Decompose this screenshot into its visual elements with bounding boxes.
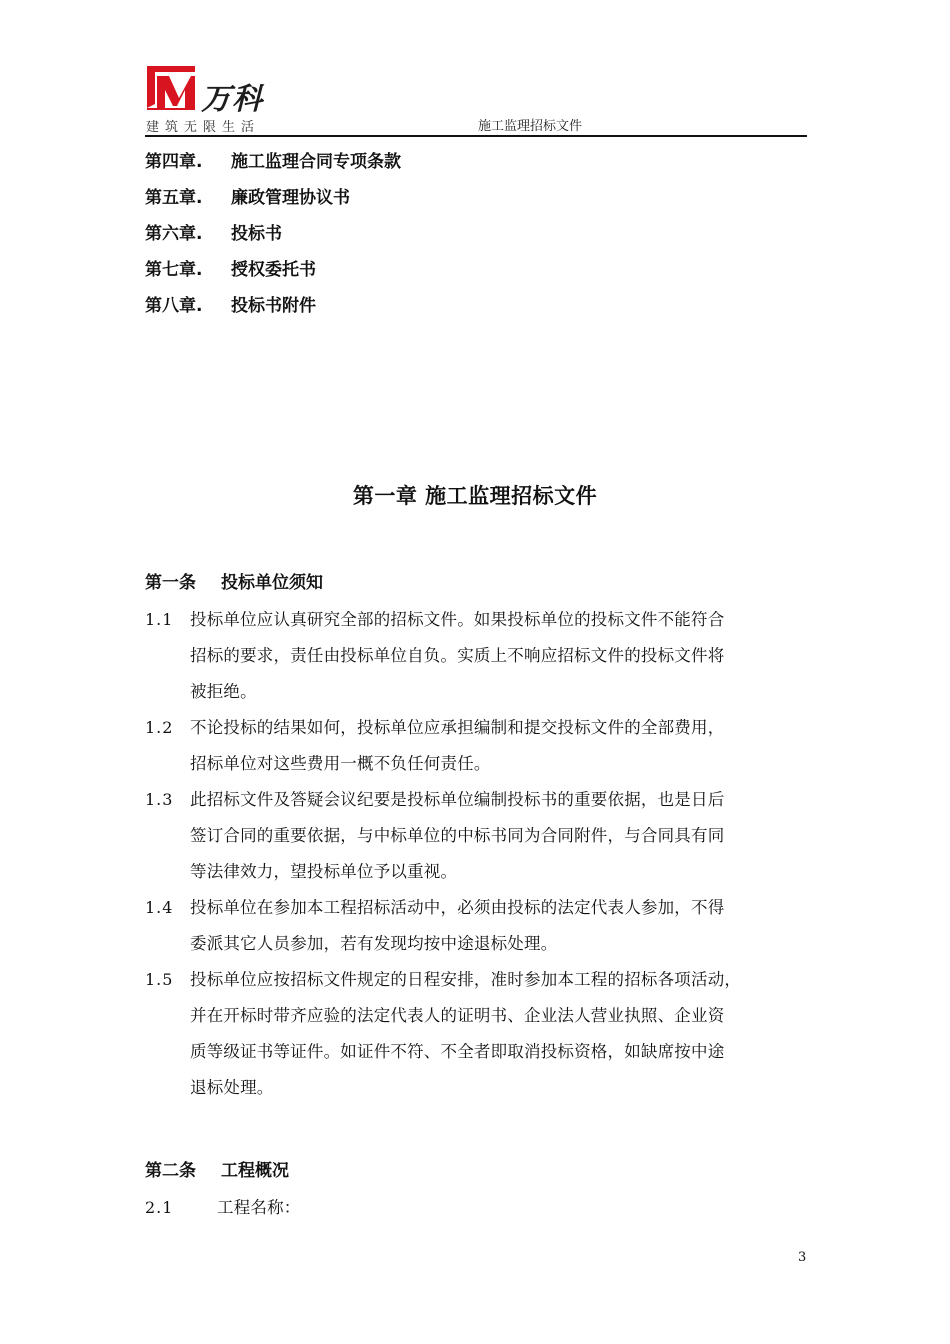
clause [145, 1190, 825, 1226]
clause-text-line: 签订合同的重要依据，与中标单位的中标书同为合同附件，与合同具有同 [190, 826, 725, 845]
clause-text-line: 投标单位应认真研究全部的招标文件。如果投标单位的投标文件不能符合 [190, 610, 725, 629]
clause [145, 962, 825, 1106]
clause-text-line: 不论投标的结果如何，投标单位应承担编制和提交投标文件的全部费用， [190, 718, 725, 737]
clause-text: 工程名称： [217, 1198, 301, 1217]
vanke-logo [145, 64, 295, 134]
clause-text-line: 招标的要求，责任由投标单位自负。实质上不响应招标文件的投标文件将 [190, 646, 725, 665]
chapter-title: 第一章 施工监理招标文件 [352, 484, 598, 508]
page-number: 3 [798, 1250, 807, 1265]
toc-item-number: 第八章. [145, 296, 203, 316]
section-bidder-instructions [145, 568, 825, 1106]
clause-text-line: 被拒绝。 [190, 682, 257, 701]
header-divider [145, 135, 807, 137]
section-heading [145, 568, 825, 602]
section-heading [145, 1156, 825, 1190]
toc-item-number: 第七章. [145, 260, 203, 280]
clause-number: 2.1 [145, 1198, 174, 1217]
toc-item-number: 第五章. [145, 188, 203, 208]
section-title: 投标单位须知 [221, 573, 323, 593]
clause [145, 602, 825, 710]
clause-text-line: 投标单位在参加本工程招标活动中，必须由投标的法定代表人参加，不得 [190, 898, 725, 917]
toc-item-title: 授权委托书 [231, 260, 316, 280]
section-title: 工程概况 [221, 1161, 289, 1181]
clause-text-line: 委派其它人员参加，若有发现均按中途退标处理。 [190, 934, 558, 953]
toc-item-title: 施工监理合同专项条款 [231, 152, 401, 172]
clause [145, 710, 825, 782]
clause [145, 782, 825, 890]
clause-number: 1.3 [145, 790, 174, 809]
toc-item-title: 投标书附件 [231, 296, 316, 316]
logo-wordmark: 万科 [201, 82, 263, 117]
vanke-logo-icon [145, 64, 197, 110]
clause-text-line: 并在开标时带齐应验的法定代表人的证明书、企业法人营业执照、企业资 [190, 1006, 725, 1025]
clause-text-line: 此招标文件及答疑会议纪要是投标单位编制投标书的重要依据，也是日后 [190, 790, 725, 809]
section-project-overview [145, 1156, 825, 1226]
clause-number: 1.4 [145, 898, 174, 917]
toc-item-number: 第六章. [145, 224, 203, 244]
table-of-contents [145, 148, 745, 328]
header-document-title: 施工监理招标文件 [478, 119, 583, 134]
toc-item[interactable] [145, 148, 745, 184]
toc-item[interactable] [145, 184, 745, 220]
clause-number: 1.1 [145, 610, 174, 629]
toc-item[interactable] [145, 256, 745, 292]
clause [145, 890, 825, 962]
clause-text-line: 退标处理。 [190, 1078, 274, 1097]
clause-number: 1.5 [145, 970, 174, 989]
page-header [145, 60, 807, 138]
toc-item-number: 第四章. [145, 152, 203, 172]
clause-number: 1.2 [145, 718, 174, 737]
toc-item-title: 廉政管理协议书 [231, 188, 350, 208]
section-number: 第二条 [145, 1161, 196, 1181]
clause-text-line: 招标单位对这些费用一概不负任何责任。 [190, 754, 491, 773]
clause-text-line: 质等级证书等证件。如证件不符、不全者即取消投标资格，如缺席按中途 [190, 1042, 725, 1061]
section-number: 第一条 [145, 573, 196, 593]
clause-text-line: 等法律效力，望投标单位予以重视。 [190, 862, 458, 881]
toc-item[interactable] [145, 292, 745, 328]
clause-text-line: 投标单位应按招标文件规定的日程安排，准时参加本工程的招标各项活动， [190, 970, 742, 989]
toc-item[interactable] [145, 220, 745, 256]
toc-item-title: 投标书 [231, 224, 282, 244]
logo-slogan: 建筑无限生活 [146, 120, 261, 135]
